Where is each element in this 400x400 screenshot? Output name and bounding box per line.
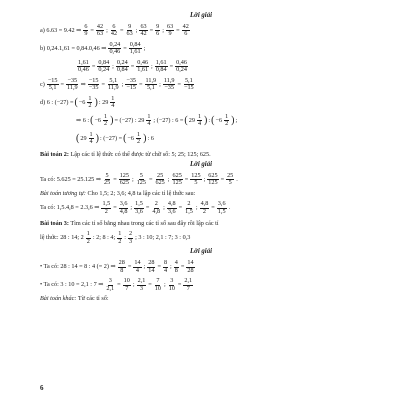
similar-label: Bài toán tương tự: (40, 189, 86, 197)
p3-bullet-2: • Ta có: 3 : 10 = 2,1 : 7 ⇒ $\frac{3}{2,1}$ = $\frac{10}{7}$ ; $\frac{2,1}{3}$ = $\frac{7}{10}$ ; $\frac{3}{10}$ = $\frac{2,1}{7}$ (40, 277, 193, 292)
p2-solution: Ta có: 5.625 = 25.125 ⇒ $\frac{5}{25}$ = $\frac{125}{625}$ ; $\frac{5}{125}$ = $\frac{25}{625}$ ; $\frac{625}{125}$ = $\frac{125}{5}$ ; $\frac{625}{125}$ = $\frac{25}{5}$ . (40, 171, 238, 187)
line-c: c) $\frac{-15}{5,1}$ = $\frac{-35}{11,9}$ ⇒ $\frac{-15}{-35}$ = $\frac{5,1}{11,9}$ ; $\frac{-35}{-15}$ = $\frac{11,9}{5,1}$ ; $\frac{11,9}{-35}$ = $\frac{5,1}{-15}$ (40, 76, 194, 92)
line-d-prefix: d) 6 : (−27) = (40, 98, 74, 106)
other-text: Từ các tỉ số: (77, 295, 109, 302)
line-d1: d) 6 : (−27) = ( −6 $\frac{1}{2}$ ) : 29 $\frac{1}{4}$ (40, 94, 115, 110)
solution-heading-2: Lời giải (190, 161, 212, 168)
p2-solution-prefix: Ta có: 5.625 = 25.125 ⇒ (40, 175, 101, 183)
similar-solution: Ta có: 1,5.4,8 = 2.3,6 ⇒ $\frac{1,5}{2}$ = $\frac{3,6}{4,8}$ ; $\frac{1,5}{3,6}$ = $\frac{2}{4,8}$ ; $\frac{4,8}{3,6}$ = $\frac{2}{1,5}$ ; $\frac{4,8}{2}$ = $\frac{3,6}{1,5}$ . (40, 200, 231, 215)
similar-problem (40, 191, 362, 197)
p3-bullet-2-prefix: • Ta có: 3 : 10 = 2,1 : 7 ⇒ (40, 280, 104, 288)
line-b2: $\frac{1,61}{0,46}$ = $\frac{0,84}{0,24}$ ; $\frac{0,24}{0,84}$ = $\frac{0,46}{1,61}$ ; $\frac{1,61}{0,84}$ = $\frac{0,46}{0,24}$ (78, 58, 187, 74)
line-a: a) 6.63 = 9.42 ⇒ $\frac{6}{9}$ = $\frac{42}{63}$ ; $\frac{6}{42}$ = $\frac{9}{63}$ ; $\frac{63}{42}$ = $\frac{9}{6}$ ; $\frac{63}{9}$ = $\frac{42}{6}$ (40, 22, 189, 38)
line-a-prefix: a) 6.63 = 9.42 ⇒ (40, 26, 82, 34)
problem-2-text: Lập các tỉ lệ thức có thể được từ chữ số: 5; 25; 125; 625. (70, 150, 211, 158)
problem-3-text: Tìm các tỉ số bằng nhau trong các tỉ số sau đây rồi lập các tỉ (70, 220, 219, 227)
problem-3 (40, 221, 362, 227)
line-d3: ( 29 $\frac{1}{4}$ ) : (−27) = ( −6 $\frac{1}{2}$ ) : 6 (76, 130, 154, 146)
problem-3-line2: lệ thức: 28 : 14; 2 $\frac{1}{2}$ : 2; 8 : 4; $\frac{1}{2}$ : $\frac{2}{3}$ ; 3 : 10; 2,1 : 7; 3 : 0,3 (40, 230, 191, 245)
similar-text: Cho 1,5; 2; 3,6; 4,8 ta lập các tỉ lệ thức sau: (87, 189, 196, 197)
line-b-prefix: b) 0,24.1,61 = 0,84.0,46 ⇒ (40, 44, 107, 52)
solution-heading-1: Lời giải (190, 12, 212, 19)
other-label: Bài toán khác: (40, 295, 77, 302)
other-problem (40, 296, 362, 302)
p3-bullet-1-prefix: • Ta có: 28 : 14 = 8 : 4 (= 2) ⇒ (40, 262, 116, 270)
problem-2 (40, 152, 362, 158)
line-c-prefix: c) (40, 80, 45, 88)
line-b: b) 0,24.1,61 = 0,84.0,46 ⇒ $\frac{0,24}{0,46}$ = $\frac{0,84}{1,61}$ ; (40, 40, 146, 56)
problem-3-label: Bài toán 3: (40, 220, 69, 227)
p3-bullet-1: • Ta có: 28 : 14 = 8 : 4 (= 2) ⇒ $\frac{28}{8}$ = $\frac{14}{4}$ ; $\frac{28}{14}$ = $\frac{8}{4}$ ; $\frac{4}{8}$ = $\frac{14}{28}$ (40, 259, 194, 274)
similar-solution-prefix: Ta có: 1,5.4,8 = 2.3,6 ⇒ (40, 203, 100, 211)
problem-2-label: Bài toán 2: (40, 150, 69, 158)
solution-heading-3: Lời giải (190, 248, 212, 256)
page-number: 6 (40, 384, 44, 392)
line-d2: ⇒ 6 : ( −6 $\frac{1}{2}$ ) = (−27) : 29 $\frac{1}{4}$ ; (−27) : 6 = ( 29 $\frac{1}{4}$ ) : ( −6 $\frac{1}{2}$ ) ; (76, 112, 238, 128)
